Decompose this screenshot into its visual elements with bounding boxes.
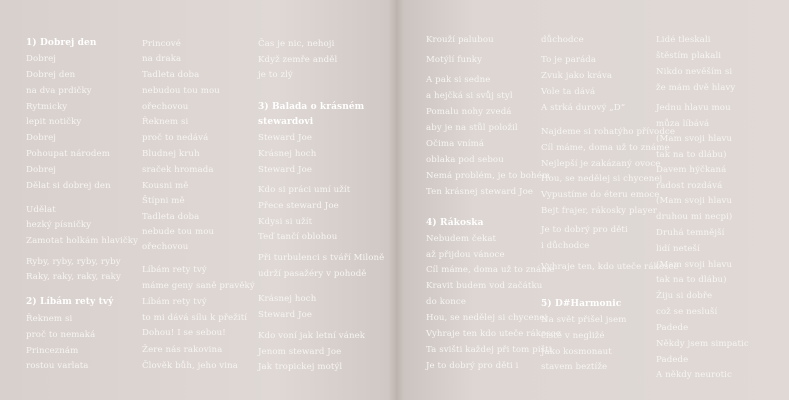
lyric-line: Kravit budem vod začátku [426,281,543,291]
lyric-line: Druhá temnější [656,228,725,238]
lyric-line: Dobrej [26,54,57,64]
lyric-line: důchodce [541,35,584,45]
lyric-line: Nebudem čekat [426,234,497,244]
lyric-line: sraček hromada [142,165,214,175]
lyric-line: i důchodce [541,241,590,251]
lyric-line: A někdy neurotic [656,370,732,380]
lyric-line: a hejčká si svůj styl [426,91,513,101]
lyric-line: Steward Joe [258,133,313,143]
lyric-line: ořechovou [142,102,189,112]
lyric-line: Hou, se nedělej si chycenej [426,313,548,323]
lyric-line: Princové [142,39,181,49]
lyric-line: proč to nemaká [26,330,96,340]
lyric-line: Nejlepší je zakázaný ovoce [541,159,661,169]
lyric-line: Cíl máme, doma už to známe [426,265,555,275]
lyric-line: Nikdo nevěším si [656,67,733,77]
lyric-line: Žiju si dobře [656,291,713,301]
lyric-line: Krásnej hoch [258,294,317,304]
lyric-line: Dobrej den [26,70,76,80]
lyric-line: Zvuk jako kráva [541,71,613,81]
lyric-line: rostou varlata [26,361,89,371]
song-title: 1) Dobrej den [26,38,97,48]
lyric-line: nebudou tou mou [142,86,220,96]
lyric-line: lepit notičky [26,117,82,127]
lyric-line: radost rozdává [656,181,723,191]
lyric-line: čistě v negližé [541,331,605,341]
lyric-line: Řeknem si [26,314,73,324]
lyric-line: tak na to dlábu) [656,275,727,285]
lyric-line: Je to dobrý pro děti [541,225,628,235]
lyric-line: Steward Joe [258,310,313,320]
lyric-line: Když zemře anděl [258,55,338,65]
lyric-line: Vole ta dává [541,87,596,97]
lyric-line: stavem beztíže [541,362,608,372]
lyric-line: až přijdou vánoce [426,250,505,260]
lyric-line: oblaka pod sebou [426,155,504,165]
lyric-line: to mi dává sílu k přežití [142,313,248,323]
lyric-line: Raky, raky, raky, raky [26,272,121,282]
lyric-line: Padede [656,323,689,333]
lyric-line: Kousni mě [142,181,189,191]
lyric-line: Vyhraje ten kdo uteče rákosce [426,329,561,339]
song-title: 3) Balada o krásném [258,102,365,112]
lyric-line: hezký písničky [26,220,92,230]
lyric-line: Ten krásnej steward Joe [426,187,534,197]
lyric-line: Ta svišti každej při tom pišti [426,345,552,355]
lyric-line: Žere nás rakovina [142,345,223,355]
lyric-line: (Mam svoji hlavu [656,260,733,270]
lyric-line: ořechovou [142,242,189,252]
lyric-line: Pomalu nohy zvedá [426,107,512,117]
lyric-line: udrží pasažéry v pohodě [258,269,367,279]
lyric-line: Bludnej kruh [142,149,200,159]
song-title: stewardovi [258,117,314,127]
lyric-line: můza líbává [656,119,710,129]
lyric-line: Někdy jsem simpatic [656,339,749,349]
lyric-line: Líbám rety tvý [142,297,207,307]
lyric-line: Vyhraje ten, kdo uteče rákosce [541,262,679,272]
lyric-line: Teď tančí oblohou [258,232,338,242]
lyric-line: Jednu hlavu mou [656,103,731,113]
lyric-line: je to zlý [258,70,293,80]
lyric-line: Čas je nic, nehoji [258,39,335,49]
lyric-line: máme geny saně pravěký [142,281,255,291]
lyric-line: Dobrej [26,165,57,175]
lyric-line: A pak si sedne [426,75,491,85]
lyric-line: Člověk bůh, jeho vina [142,361,238,371]
lyric-line: Líbám rety tvý [142,265,207,275]
lyric-line: Jak tropickej motýl [258,362,343,372]
lyric-line: druhou mi necpi) [656,212,733,222]
lyric-line: Je to dobrý pro děti i [426,361,519,371]
lyric-line: Bejt frajer, rákosky player [541,206,657,216]
lyric-line: Dobrej [26,133,57,143]
lyric-line: Ryby, ryby, ryby, ryby [26,257,121,267]
song-title: 5) D#Harmonic [541,299,622,309]
lyric-line: Steward Joe [258,165,313,175]
lyric-line: A strká durový „D“ [541,103,626,113]
lyric-line: Rytmicky [26,102,68,112]
lyric-line: Kdo voní jak letní vánek [258,331,366,341]
lyric-line: Hou, se nedělej si chycenej [541,174,663,184]
lyric-line: Padede [656,355,689,365]
lyric-line: proč to nedává [142,133,209,143]
lyric-line: Jako kosmonaut [541,347,612,357]
lyric-line: Krouží palubou [426,35,494,45]
lyric-line: Motýlí funky [426,55,483,65]
lyric-line: Krásnej hoch [258,149,317,159]
lyric-line: do konce [426,297,467,307]
lyric-line: na dva prdičky [26,86,92,96]
lyric-line: tak na to dlábu) [656,150,727,160]
lyric-line: Očima vnímá [426,139,485,149]
lyric-line: Kdysi si užít [258,217,313,227]
lyric-line: nebude tou mou [142,227,215,237]
lyric-line: štěstím plakali [656,51,722,61]
lyric-line: což se nesluší [656,307,718,317]
lyric-line: Princeznám [26,346,79,356]
lyric-line: na draka [142,54,182,64]
lyric-line: Přece steward Joe [258,201,339,211]
lyric-line: To je paráda [541,55,597,65]
lyric-line: Nemá problém, je to bohém [426,171,551,181]
lyric-line: Řeknem si [142,117,189,127]
lyric-line: Tadleta doba [142,212,200,222]
lyric-line: Cíl máme, doma už to známe [541,143,670,153]
lyric-line: Pohoupat národem [26,149,110,159]
lyric-line: Zamotat holkám hlavičky [26,236,139,246]
lyric-line: Při turbulenci s tváří Miloně [258,253,385,263]
lyric-line: že mám dvě hlavy [656,83,736,93]
lyric-line: Dohou! I se sebou! [142,328,226,338]
song-title: 4) Rákoska [426,218,484,228]
lyric-line: aby je na stůl položil [426,123,518,133]
lyric-line: (Mam svoji hlavu [656,134,733,144]
lyric-line: Kdo si práci umí užít [258,185,351,195]
lyric-line: Lidé tleskali [656,35,711,45]
lyric-line: Jenom steward Joe [258,347,342,357]
lyric-line: Dělat si dobrej den [26,181,111,191]
booklet-spine [388,0,404,400]
lyric-line: lidí neteší [656,244,700,254]
song-title: 2) Líbám rety tvý [26,297,114,307]
lyric-line: Udělat [26,205,56,215]
lyric-line: Vypustíme do éteru emoce [541,190,660,200]
lyric-line: (Mam svoji hlavu [656,196,733,206]
lyric-line: Na svět přišel jsem [541,315,627,325]
lyric-line: Štípni mě [142,196,185,206]
lyric-line: Davem hýčkaná [656,165,727,175]
lyric-line: Tadleta doba [142,70,200,80]
lyric-line: Najdeme si rohatýho přívodce [541,127,676,137]
